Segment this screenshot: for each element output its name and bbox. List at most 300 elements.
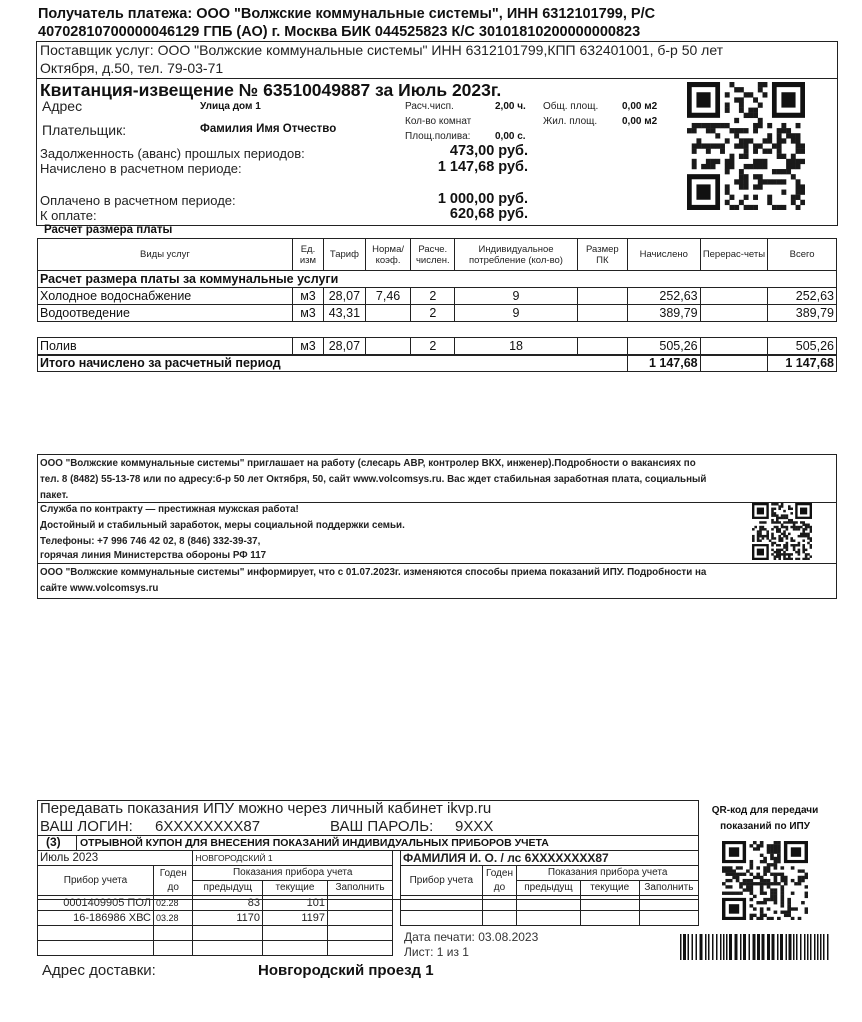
- qr-module: [786, 535, 789, 537]
- qr-module: [805, 907, 808, 910]
- meter-prev: 1170: [193, 911, 263, 926]
- address-value: Улица дом 1: [200, 101, 261, 112]
- qr-module: [805, 892, 808, 895]
- qr-module: [776, 526, 779, 528]
- qr-module: [763, 866, 767, 869]
- qr-module: [770, 892, 774, 895]
- qr-module: [763, 92, 768, 97]
- qr-module: [744, 179, 749, 184]
- qr-module: [758, 179, 763, 184]
- qr-module: [790, 519, 793, 521]
- qr-module: [791, 200, 796, 205]
- coupon-number: (3): [46, 835, 61, 849]
- qr-module: [752, 539, 755, 541]
- qr-module: [739, 87, 744, 92]
- qr-module: [759, 526, 762, 528]
- qr-module: [780, 879, 784, 882]
- qr-module: [781, 537, 784, 539]
- qr-module: [734, 133, 739, 138]
- qr-module: [744, 113, 749, 118]
- meter-prev: [517, 896, 580, 911]
- qr-module: [744, 143, 749, 148]
- cell-recalc: [700, 338, 768, 355]
- qr-module: [795, 544, 798, 546]
- qr-module: [776, 530, 779, 532]
- qr-module: [796, 195, 801, 200]
- qr-module: [781, 179, 786, 184]
- qr-module: [760, 907, 764, 910]
- param-label-watering: Площ.полива:: [405, 131, 471, 142]
- meter-fill-input[interactable]: [639, 896, 698, 911]
- qr-module: [756, 876, 760, 879]
- qr-module: [722, 892, 726, 895]
- qr-module: [771, 503, 774, 505]
- address-label: Адрес: [42, 98, 83, 114]
- qr-module: [774, 901, 778, 904]
- qr-module: [763, 159, 768, 164]
- col-curr: текущие: [580, 881, 639, 896]
- vacancy-line-1: ООО "Волжские коммунальные системы" приглашает на работу (слесарь АВР, контролер ВКХ, инженер).Подробности о вакансиях по: [40, 458, 696, 469]
- qr-module: [774, 526, 777, 528]
- qr-module: [729, 892, 733, 895]
- qr-module: [711, 164, 716, 169]
- meter-fill-input[interactable]: [327, 941, 392, 956]
- qr-module: [763, 914, 767, 917]
- qr-module: [753, 123, 758, 128]
- qr-module: [744, 128, 749, 133]
- qr-module: [767, 882, 771, 885]
- qr-module: [783, 553, 786, 555]
- group-row: [38, 271, 837, 288]
- qr-module: [744, 195, 749, 200]
- barcode-bar: [810, 934, 812, 960]
- qr-module: [793, 528, 796, 530]
- total-charged: 1 147,68: [627, 355, 700, 372]
- qr-module: [767, 850, 771, 853]
- qr-module: [767, 885, 771, 888]
- qr-module: [711, 123, 716, 128]
- qr-module: [758, 159, 763, 164]
- qr-module: [760, 911, 764, 914]
- qr-module: [786, 528, 789, 530]
- qr-module: [781, 503, 784, 505]
- qr-module: [805, 533, 808, 535]
- meter-qr-code-icon: [722, 841, 808, 920]
- recipient-line-2: 40702810700000046129 ГПБ (АО) г. Москва БИК 044525823 К/С 30101810200000000823: [38, 24, 641, 40]
- qr-module: [798, 879, 802, 882]
- qr-module: [796, 133, 801, 138]
- qr-module: [729, 82, 734, 87]
- area-label-total: Общ. площ.: [543, 101, 599, 112]
- qr-module: [807, 537, 810, 539]
- qr-module: [692, 143, 697, 148]
- qr-module: [787, 904, 791, 907]
- barcode-bar: [683, 934, 686, 960]
- qr-module: [793, 546, 796, 548]
- qr-module: [753, 143, 758, 148]
- qr-module: [783, 514, 786, 516]
- qr-module: [778, 555, 781, 557]
- barcode-bar: [820, 934, 822, 960]
- col-service: Виды услуг: [38, 239, 293, 271]
- qr-module: [746, 869, 750, 872]
- qr-module: [760, 914, 764, 917]
- qr-module: [805, 535, 808, 537]
- qr-module: [776, 549, 779, 551]
- qr-module: [796, 179, 801, 184]
- qr-module: [805, 558, 808, 560]
- col-pk: Размер ПК: [577, 239, 627, 271]
- qr-module: [744, 138, 749, 143]
- contract-qr-code-icon: [752, 503, 812, 560]
- qr-module: [750, 866, 754, 869]
- qr-module: [725, 102, 730, 107]
- meter-table-right: [400, 850, 699, 926]
- qr-module: [744, 149, 749, 154]
- meter-fill-input[interactable]: [327, 926, 392, 941]
- cell-tariff: 43,31: [324, 305, 366, 322]
- qr-module: [805, 895, 808, 898]
- param-label-rooms: Кол-во комнат: [405, 116, 472, 127]
- qr-module: [805, 873, 808, 876]
- qr-module: [784, 882, 788, 885]
- qr-module: [750, 860, 754, 863]
- qr-module: [783, 558, 786, 560]
- qr-module: [706, 164, 711, 169]
- qr-module: [715, 133, 720, 138]
- qr-module: [758, 82, 763, 87]
- qr-module: [750, 879, 754, 882]
- qr-module: [729, 159, 734, 164]
- qr-module: [763, 179, 768, 184]
- cell-unit: м3: [292, 338, 323, 355]
- qr-module: [739, 138, 744, 143]
- divider: [76, 835, 77, 850]
- cell-service: Полив: [38, 338, 293, 355]
- qr-module: [739, 882, 743, 885]
- qr-module: [739, 97, 744, 102]
- qr-module: [746, 888, 750, 891]
- qr-module: [692, 164, 697, 169]
- qr-module: [791, 195, 796, 200]
- qr-module: [753, 174, 758, 179]
- calc-table: [37, 238, 837, 322]
- qr-module: [805, 911, 808, 914]
- paid-value: 1 000,00 руб.: [437, 191, 528, 207]
- qr-module: [770, 888, 774, 891]
- qr-module: [802, 533, 805, 535]
- qr-module: [781, 128, 786, 133]
- barcode-bar: [708, 934, 710, 960]
- password-value: 9XXX: [455, 818, 494, 835]
- qr-module: [781, 533, 784, 535]
- qr-module: [762, 526, 765, 528]
- qr-module: [764, 528, 767, 530]
- qr-module: [802, 539, 805, 541]
- cell-consumption: 9: [455, 288, 578, 305]
- qr-module: [758, 118, 763, 123]
- table-row: [38, 338, 837, 355]
- qr-module: [772, 169, 777, 174]
- qr-module: [756, 901, 760, 904]
- qr-module: [701, 164, 706, 169]
- qr-module: [770, 854, 774, 857]
- qr-module: [774, 537, 777, 539]
- qr-module: [736, 892, 740, 895]
- qr-module: [750, 863, 754, 866]
- qr-module: [787, 907, 791, 910]
- qr-module: [750, 844, 754, 847]
- qr-module: [807, 526, 810, 528]
- qr-module: [791, 138, 796, 143]
- qr-module: [787, 914, 791, 917]
- meter-valid: [154, 926, 193, 941]
- barcode-bar: [740, 934, 742, 960]
- qr-module: [732, 876, 736, 879]
- cell-charged: 252,63: [627, 288, 700, 305]
- contract-line-1: Служба по контракту — престижная мужская работа!: [40, 504, 299, 515]
- barcode-bar: [735, 934, 738, 960]
- param-label-persons: Расч.чисп.: [405, 101, 454, 112]
- qr-module: [776, 555, 779, 557]
- qr-module: [788, 519, 791, 521]
- qr-finder: [791, 847, 801, 856]
- qr-module: [774, 542, 777, 544]
- qr-module: [791, 174, 796, 179]
- qr-module: [744, 205, 749, 210]
- qr-module: [739, 885, 743, 888]
- qr-module: [720, 143, 725, 148]
- meter-curr: [263, 926, 328, 941]
- meter-id: [38, 926, 154, 941]
- meter-curr: [580, 911, 639, 926]
- qr-module: [753, 205, 758, 210]
- qr-module: [807, 524, 810, 526]
- barcode-icon: [680, 934, 830, 960]
- qr-module: [759, 521, 762, 523]
- qr-module: [786, 542, 789, 544]
- qr-module: [770, 895, 774, 898]
- meter-fill-input[interactable]: [639, 911, 698, 926]
- qr-module: [798, 876, 802, 879]
- qr-module: [783, 535, 786, 537]
- qr-module: [760, 901, 764, 904]
- qr-module: [753, 128, 758, 133]
- qr-module: [780, 892, 784, 895]
- cell-total: 389,79: [768, 305, 837, 322]
- qr-module: [736, 879, 740, 882]
- qr-module: [770, 898, 774, 901]
- barcode-bar: [804, 934, 806, 960]
- qr-module: [790, 544, 793, 546]
- qr-module: [706, 143, 711, 148]
- qr-module: [780, 895, 784, 898]
- qr-module: [760, 841, 764, 844]
- qr-module: [796, 123, 801, 128]
- qr-module: [810, 537, 812, 539]
- divider: [37, 835, 699, 836]
- barcode-bar: [716, 934, 718, 960]
- qr-module: [763, 149, 768, 154]
- qr-module: [763, 873, 767, 876]
- qr-module: [778, 551, 781, 553]
- cell-norm: 7,46: [365, 288, 411, 305]
- qr-module: [771, 521, 774, 523]
- qr-module: [791, 154, 796, 159]
- qr-module: [739, 143, 744, 148]
- qr-module: [729, 164, 734, 169]
- qr-module: [753, 184, 758, 189]
- qr-module: [774, 555, 777, 557]
- cell-pk: [577, 305, 627, 322]
- table-row: [38, 305, 837, 322]
- qr-module: [767, 879, 771, 882]
- qr-module: [770, 857, 774, 860]
- qr-module: [759, 530, 762, 532]
- qr-module: [753, 195, 758, 200]
- qr-module: [774, 895, 778, 898]
- qr-module: [788, 508, 791, 510]
- qr-module: [729, 873, 733, 876]
- paid-label: Оплачено в расчетном периоде:: [40, 193, 236, 208]
- qr-module: [786, 128, 791, 133]
- qr-module: [771, 553, 774, 555]
- qr-module: [770, 917, 774, 920]
- qr-module: [739, 108, 744, 113]
- cell-unit: м3: [292, 305, 323, 322]
- meter-id: [401, 896, 483, 911]
- qr-module: [760, 888, 764, 891]
- qr-module: [748, 113, 753, 118]
- barcode-bar: [817, 934, 819, 960]
- col-meter: Прибор учета: [38, 866, 154, 896]
- qr-module: [800, 535, 803, 537]
- qr-module: [696, 143, 701, 148]
- total-row: [38, 355, 837, 372]
- qr-module: [781, 154, 786, 159]
- qr-module: [748, 205, 753, 210]
- qr-module: [759, 528, 762, 530]
- qr-module: [744, 184, 749, 189]
- qr-module: [725, 164, 730, 169]
- qr-module: [763, 898, 767, 901]
- qr-module: [771, 549, 774, 551]
- qr-module: [783, 546, 786, 548]
- qr-module: [790, 521, 793, 523]
- qr-module: [798, 882, 802, 885]
- qr-module: [778, 549, 781, 551]
- qr-module: [781, 123, 786, 128]
- qr-module: [774, 850, 778, 853]
- barcode-bar: [680, 934, 682, 960]
- qr-module: [777, 847, 781, 850]
- qr-module: [786, 169, 791, 174]
- qr-module: [743, 879, 747, 882]
- qr-module: [798, 917, 802, 920]
- cell-tariff: 28,07: [324, 288, 366, 305]
- qr-module: [725, 200, 730, 205]
- qr-module: [692, 123, 697, 128]
- qr-module: [778, 521, 781, 523]
- period: Июль 2023: [38, 851, 193, 866]
- calc-header-row: [38, 239, 837, 271]
- qr-module: [798, 544, 801, 546]
- qr-module: [746, 879, 750, 882]
- qr-module: [798, 542, 801, 544]
- qr-module: [780, 866, 784, 869]
- qr-module: [798, 526, 801, 528]
- qr-module: [796, 205, 801, 210]
- qr-module: [780, 904, 784, 907]
- qr-module: [750, 873, 754, 876]
- col-total: Всего: [768, 239, 837, 271]
- qr-module: [767, 149, 772, 154]
- barcode-bar: [712, 934, 714, 960]
- qr-module: [793, 549, 796, 551]
- qr-module: [795, 528, 798, 530]
- qr-module: [781, 517, 784, 519]
- qr-module: [798, 558, 801, 560]
- qr-module: [791, 866, 795, 869]
- qr-module: [786, 159, 791, 164]
- cell-consumption: 18: [455, 338, 578, 355]
- cell-recalc: [700, 305, 768, 322]
- qr-module: [725, 869, 729, 872]
- qr-module: [774, 551, 777, 553]
- area-value-living: 0,00 м2: [622, 116, 658, 127]
- qr-pattern: [752, 503, 812, 560]
- qr-module: [725, 169, 730, 174]
- col-consumption: Индивидуальное потребление (кол-во): [455, 239, 578, 271]
- qr-module: [711, 143, 716, 148]
- qr-module: [810, 546, 812, 548]
- qr-module: [739, 169, 744, 174]
- qr-module: [736, 873, 740, 876]
- meter-curr: 1197: [263, 911, 328, 926]
- qr-module: [744, 164, 749, 169]
- qr-module: [748, 108, 753, 113]
- due-label: К оплате:: [40, 208, 97, 223]
- qr-module: [805, 526, 808, 528]
- qr-module: [729, 154, 734, 159]
- qr-module: [776, 517, 779, 519]
- meter-fill-input[interactable]: [327, 896, 392, 911]
- qr-module: [739, 128, 744, 133]
- qr-module: [774, 898, 778, 901]
- qr-module: [786, 537, 789, 539]
- col-meter: Прибор учета: [401, 866, 483, 896]
- qr-module: [734, 128, 739, 133]
- qr-module: [750, 914, 754, 917]
- meter-id: [38, 941, 154, 956]
- qr-module: [729, 866, 733, 869]
- barcode-bar: [772, 934, 775, 960]
- qr-module: [787, 911, 791, 914]
- qr-module: [790, 553, 793, 555]
- qr-module: [786, 549, 789, 551]
- meter-fill-input[interactable]: [327, 911, 392, 926]
- qr-module: [771, 528, 774, 530]
- qr-finder: [696, 92, 710, 107]
- print-date: Дата печати: 03.08.2023: [404, 930, 539, 944]
- qr-module: [778, 528, 781, 530]
- qr-module: [696, 123, 701, 128]
- qr-module: [787, 898, 791, 901]
- qr-module: [756, 844, 760, 847]
- qr-module: [753, 847, 757, 850]
- login-value: 6XXXXXXXX87: [155, 818, 261, 835]
- qr-module: [791, 164, 796, 169]
